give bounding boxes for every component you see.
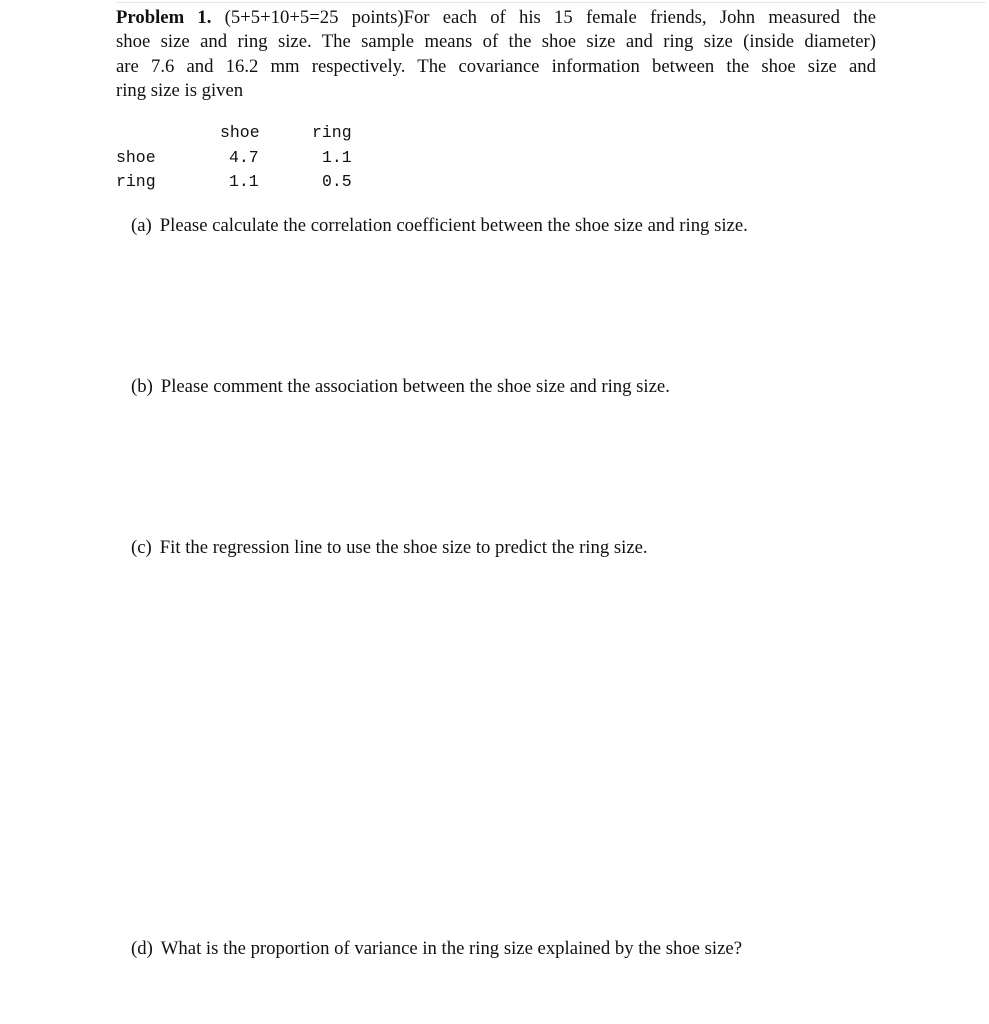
question-d-letter: (d)	[131, 938, 153, 959]
cell-ring-ring: 0.5	[322, 172, 352, 191]
intro-line-3: are 7.6 and 16.2 mm respectively. The covariance information between the shoe size and	[116, 55, 876, 77]
question-d-text: What is the proportion of variance in the ring size explained by the shoe size?	[160, 938, 742, 959]
column-header-shoe: shoe	[220, 123, 260, 142]
question-c-text: Fit the regression line to use the shoe size to predict the ring size.	[159, 537, 648, 558]
cell-shoe-ring: 1.1	[322, 147, 352, 167]
question-a	[131, 214, 748, 238]
intro-line-1-text: (5+5+10+5=25 points)For each of his 15 female friends, John measured the	[224, 7, 876, 28]
row-label-ring: ring	[116, 172, 156, 191]
question-b-letter: (b)	[131, 376, 153, 397]
intro-line-2: shoe size and ring size. The sample means of the shoe size and ring size (inside diameter)	[116, 31, 876, 53]
cell-shoe-shoe: 4.7	[229, 147, 259, 167]
question-b	[131, 375, 670, 399]
cell-ring-shoe: 1.1	[229, 172, 259, 191]
top-divider	[116, 2, 986, 3]
question-d	[131, 937, 742, 961]
problem-label: Problem 1.	[116, 7, 212, 28]
question-b-text: Please comment the association between the shoe size and ring size.	[160, 376, 670, 397]
question-a-text: Please calculate the correlation coefficient between the shoe size and ring size.	[159, 215, 748, 236]
column-header-ring: ring	[312, 123, 352, 142]
row-label-shoe: shoe	[116, 147, 156, 167]
problem-statement	[116, 6, 876, 104]
question-a-letter: (a)	[131, 215, 152, 236]
question-c	[131, 536, 648, 560]
question-c-letter: (c)	[131, 537, 152, 558]
intro-line-4: ring size is given	[116, 80, 244, 102]
intro-line-1	[116, 6, 876, 30]
